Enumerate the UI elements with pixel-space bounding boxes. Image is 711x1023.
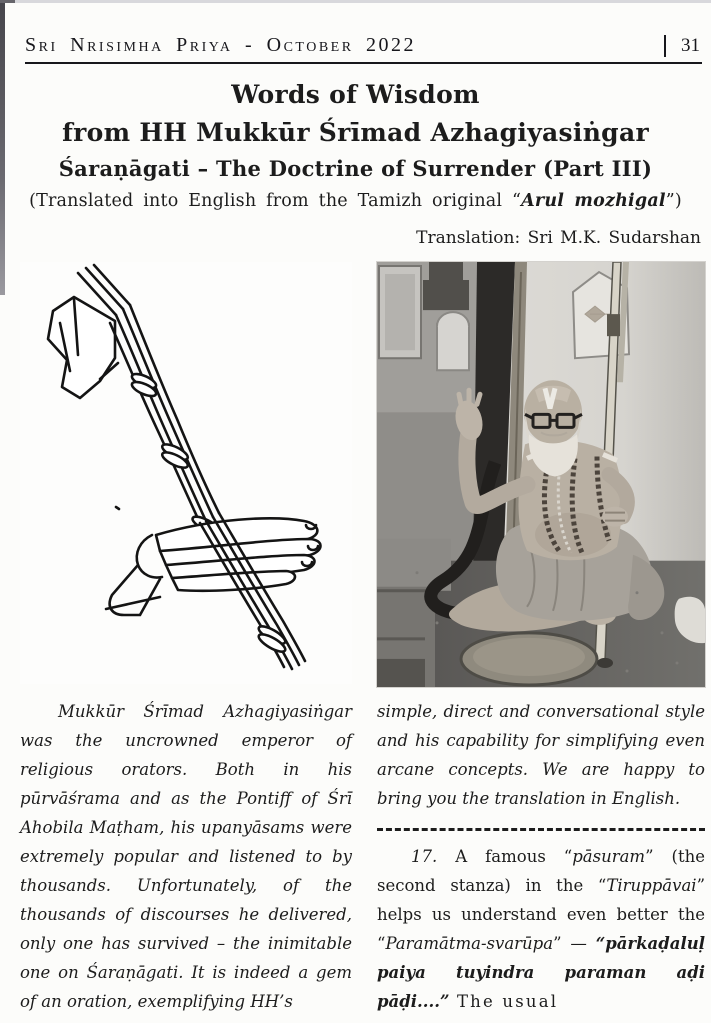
tridanda-flag-line-art-icon [20,262,352,684]
right-column-intro: simple, direct and conversational style and his capability for simplifying even arcane concepts. We are happy to bring you the translation in English. [377,702,705,809]
subtitle-prefix: (Translated into English from the Tamizh original “ [29,191,522,211]
para17-quote-tamil: “pārkaḍaluḷ paiya tuyindra paraman aḍi pāḍi....” [377,934,705,1012]
para17-term-paramatma-svarupa: Paramātma-svarūpa [385,934,554,954]
para17-segment: The usual [449,992,559,1012]
acharya-photo [377,262,705,687]
subtitle-emphasis: Arul mozhigal [521,191,666,211]
staff-flag-illustration [20,262,352,684]
translation-credit: Translation: Sri M.K. Sudarshan [416,228,701,248]
figure-row [20,262,705,687]
article-title-line3: Śaraṇāgati – The Doctrine of Surrender (Part III) [58,156,653,181]
para17-segment: ” (the second stanza) in the “ [377,847,705,896]
para17-segment: ” — [553,934,596,954]
para17-segment: A famous “ [455,847,573,867]
journal-title: Sri Nrisimha Priya - October 2022 [25,34,417,56]
para17-number: 17. [411,847,456,867]
paragraph-17 [377,842,705,1016]
right-column [377,697,705,1016]
left-column-paragraph: Mukkūr Śrīmad Azhagiyasiṅgar was the uncrowned emperor of religious orators. Both in his pūrvāśrama and as the Pontiff of Śrī Ahobila Maṭham, his upanyāsams were extremely popular and listened to by thousands. Unfortunately, of the thousands of discourses he delivered, only one has survived – the inimitable one on Śaraṇāgati. It is indeed a gem of an oration, exemplifying HH’s [20,702,352,1012]
article-title-line2: from HH Mukkūr Śrīmad Azhagiyasiṅgar [62,118,649,147]
para17-term-pasuram: pāsuram [572,847,646,867]
left-column [20,697,352,1016]
body-columns [20,697,705,1016]
running-header [25,34,702,64]
para17-segment: ” helps us understand even better the “ [377,876,705,954]
acharya-photo-rendering [377,262,705,687]
subtitle-suffix: ”) [665,191,682,211]
article-title-line1: Words of Wisdom [231,80,480,109]
article-title-block [0,80,711,211]
article-subtitle [0,191,711,211]
para17-term-tiruppavai: Tiruppāvai [606,876,697,896]
page-number: 31 [664,35,702,57]
dashed-separator [377,828,705,831]
scan-artifact-top-band [0,0,711,3]
